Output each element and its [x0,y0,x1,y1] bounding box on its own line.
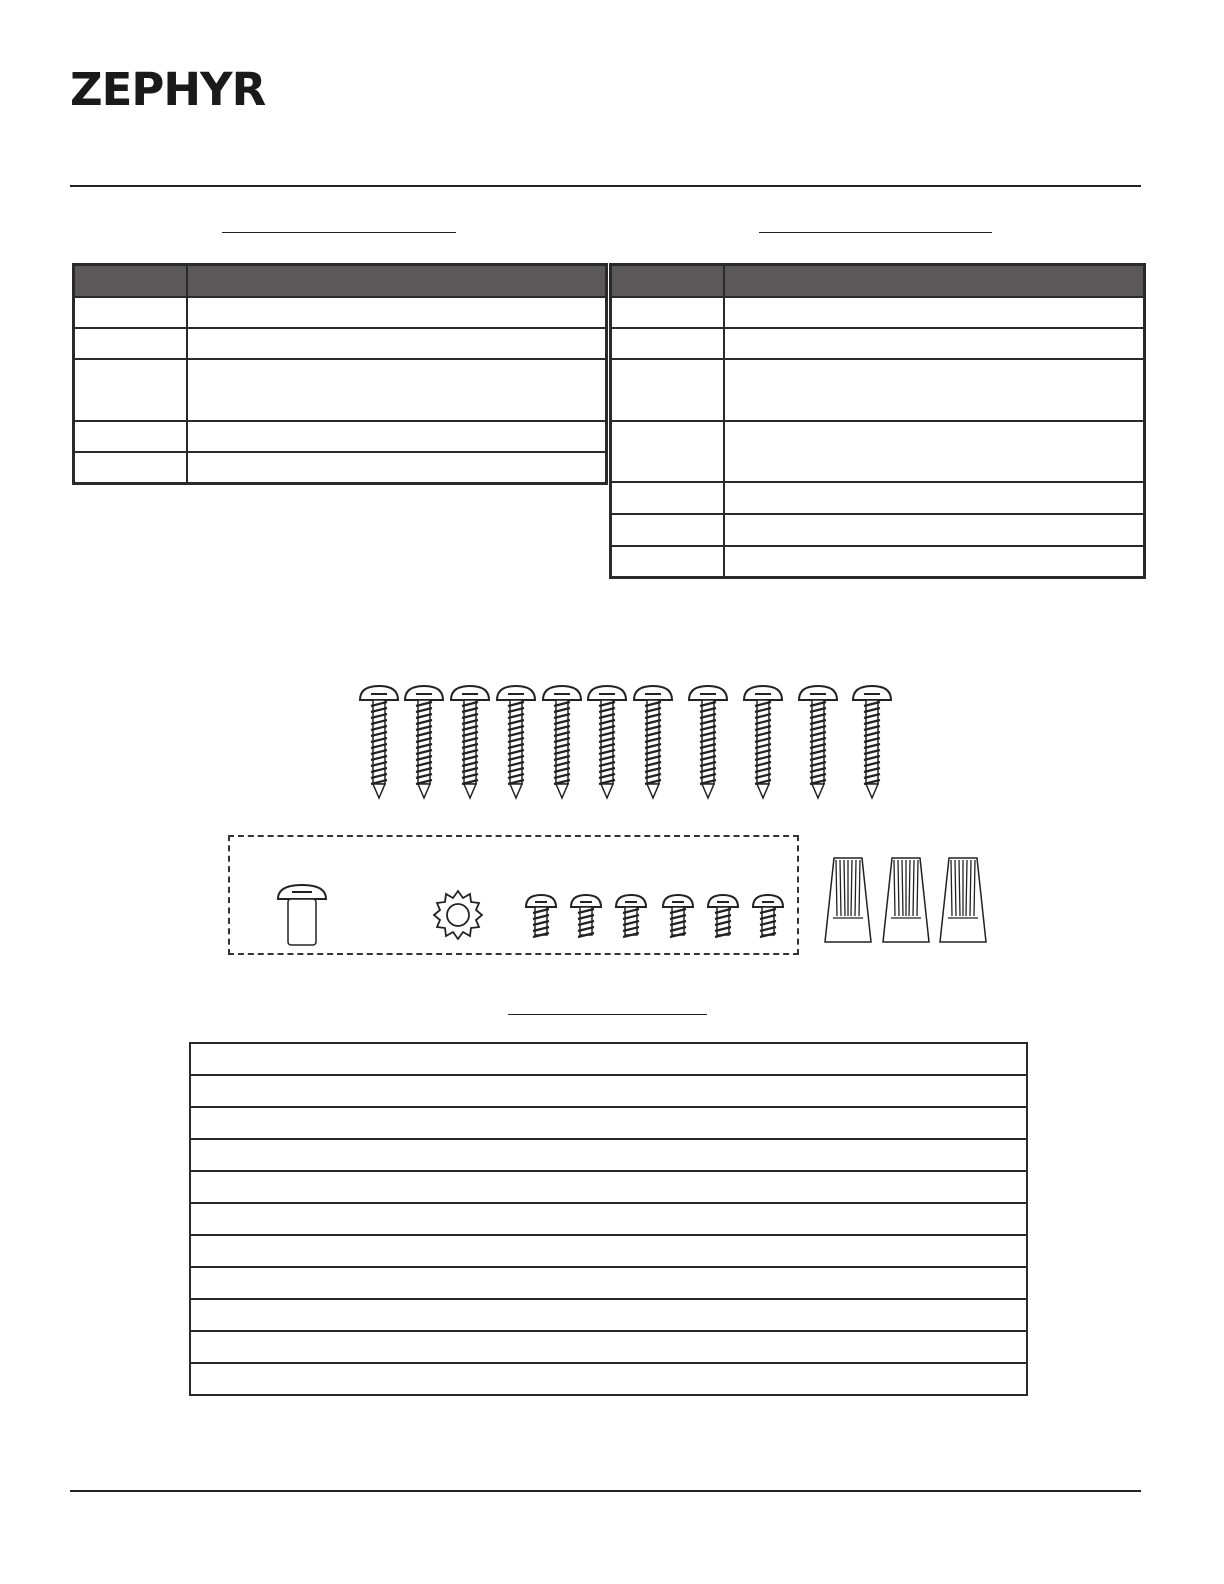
table-row [190,1235,1027,1267]
long-screw [744,686,782,798]
short-screw [663,895,693,937]
table-cell [190,1299,1027,1331]
short-screw [708,895,738,937]
table-cell [190,1043,1027,1075]
table-row [190,1267,1027,1299]
long-screw [451,686,489,798]
short-screw [526,895,556,937]
short-screw [753,895,783,937]
long-screw [360,686,398,798]
wire-nut [883,858,929,942]
table-cell [190,1075,1027,1107]
footer-rule [70,1490,1141,1492]
table-row [190,1107,1027,1139]
bolt [278,885,326,945]
table-cell [190,1363,1027,1395]
short-screw [571,895,601,937]
parts-list-title-underline [508,1014,707,1015]
table-row [190,1203,1027,1235]
lock-washer [434,891,482,939]
long-screw [497,686,535,798]
table-cell [190,1171,1027,1203]
long-screw [853,686,891,798]
table-row [190,1171,1027,1203]
long-screw [543,686,581,798]
long-screw [588,686,626,798]
parts-list-table [189,1042,1028,1396]
table-cell [190,1267,1027,1299]
long-screw [634,686,672,798]
table-row [190,1043,1027,1075]
table-row [190,1363,1027,1395]
wire-nut [825,858,871,942]
zephyr-logo: ZEPHYR [70,63,266,116]
wire-nut [940,858,986,942]
table-row [190,1299,1027,1331]
table-row [190,1331,1027,1363]
table-row [190,1075,1027,1107]
long-screw [799,686,837,798]
table-cell [190,1107,1027,1139]
long-screw [689,686,727,798]
short-screw [616,895,646,937]
table-row [190,1139,1027,1171]
long-screw [405,686,443,798]
table-cell [190,1235,1027,1267]
table-cell [190,1331,1027,1363]
table-cell [190,1203,1027,1235]
table-cell [190,1139,1027,1171]
